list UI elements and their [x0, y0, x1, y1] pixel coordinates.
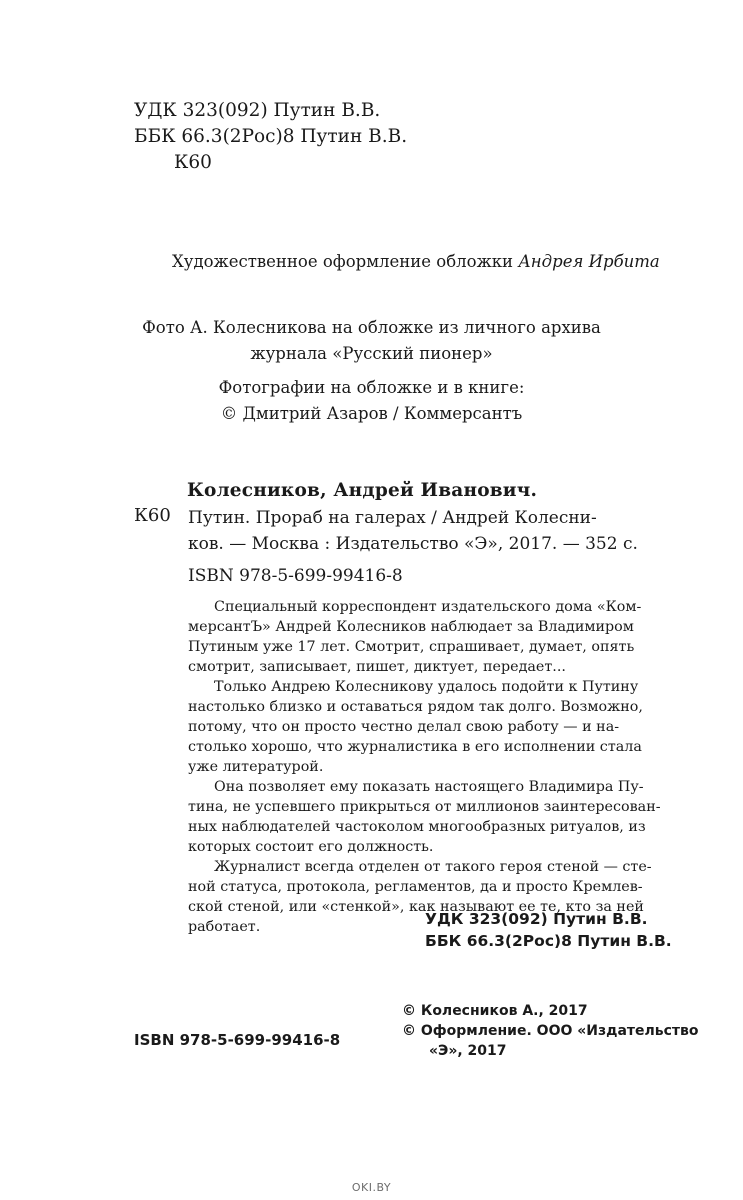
annotation-line: тина, не успевшего прикрыться от миллионов заинтересован- [188, 799, 661, 815]
isbn-line: ISBN 978-5-699-99416-8 [188, 566, 403, 586]
annotation-line: Специальный корреспондент издательского дома «Ком- [214, 599, 642, 615]
cover-design-prefix: Художественное оформление обложки [172, 252, 519, 271]
udk-line-bottom: УДК 323(092) Путин В.В. [425, 910, 648, 928]
cover-designer-name: Андрея Ирбита [518, 252, 660, 271]
classification-bottom [425, 908, 672, 952]
photo-credit-line2: журнала «Русский пионер» [250, 344, 493, 363]
udk-line: УДК 323(092) Путин В.В. [134, 100, 381, 121]
annotation-line: ной статуса, протокола, регламентов, да и просто Кремлев- [188, 879, 643, 895]
copyright-design: © Оформление. ООО «Издательство [402, 1023, 699, 1039]
copyright-author: © Колесников А., 2017 [402, 1003, 588, 1019]
photo-credit-line1: Фото А. Колесникова на обложке из личного архива [142, 318, 601, 337]
isbn-bottom: ISBN 978-5-699-99416-8 [134, 1031, 341, 1049]
annotation-line: работает. [188, 919, 261, 935]
annotation-line: уже литературой. [188, 759, 324, 775]
photos-credit [0, 375, 743, 427]
copyright-design-cont: «Э», 2017 [429, 1043, 507, 1059]
annotation-line: потому, что он просто честно делал свою работу — и на- [188, 719, 620, 735]
author-mark-bibliographic: К60 [134, 505, 171, 526]
annotation [188, 597, 661, 937]
annotation-line: столько хорошо, что журналистика в его исполнении стала [188, 739, 642, 755]
annotation-line: ской стеной, или «стенкой», как называют ее те, кто за ней [188, 899, 644, 915]
bibliographic-line2: ков. — Москва : Издательство «Э», 2017. — 352 с. [188, 534, 638, 554]
annotation-line: настолько близко и оставаться рядом так долго. Возможно, [188, 699, 643, 715]
annotation-line: Журналист всегда отделен от такого героя стеной — сте- [214, 859, 652, 875]
bibliographic-line1: Путин. Прораб на галерах / Андрей Колесни- [188, 508, 597, 528]
author-heading: Колесников, Андрей Иванович. [187, 480, 538, 501]
classification-top [134, 98, 407, 176]
photos-credit-line2: © Дмитрий Азаров / Коммерсантъ [220, 404, 523, 423]
watermark: OKI.BY [351, 1181, 392, 1194]
bbk-line: ББК 66.3(2Рос)8 Путин В.В. [134, 126, 408, 147]
copyright-block [402, 1001, 699, 1061]
annotation-line: смотрит, записывает, пишет, диктует, передает... [188, 659, 566, 675]
cover-design-credit [172, 249, 660, 275]
annotation-paragraph-3 [188, 777, 661, 857]
annotation-paragraph-1 [188, 597, 658, 677]
photo-credit [0, 315, 743, 367]
annotation-line: Только Андрею Колесникову удалось подойти к Путину [214, 679, 639, 695]
author-mark: К60 [174, 152, 212, 173]
annotation-line: Путиным уже 17 лет. Смотрит, спрашивает, думает, опять [188, 639, 635, 655]
bbk-line-bottom: ББК 66.3(2Рос)8 Путин В.В. [425, 932, 672, 950]
annotation-line: мерсантЪ» Андрей Колесников наблюдает за Владимиром [188, 619, 634, 635]
bibliographic-description [188, 505, 638, 557]
annotation-line: ных наблюдателей частоколом многообразных ритуалов, из [188, 819, 646, 835]
annotation-paragraph-2 [188, 677, 658, 777]
annotation-line: Она позволяет ему показать настоящего Владимира Пу- [214, 779, 644, 795]
annotation-line: которых состоит его должность. [188, 839, 434, 855]
photos-credit-line1: Фотографии на обложке и в книге: [218, 378, 525, 397]
